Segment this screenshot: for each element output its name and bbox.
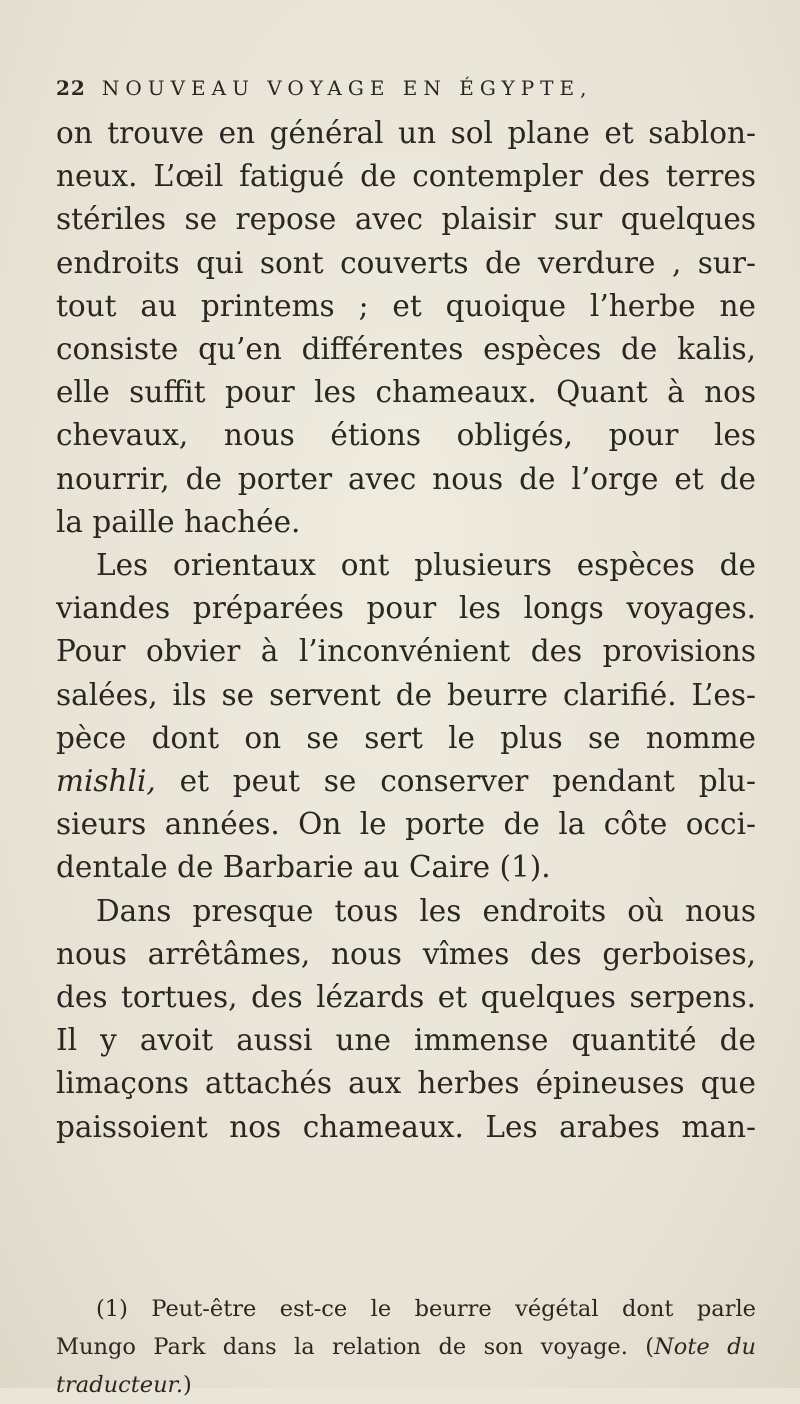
text-line: viandes préparées pour les longs voyages. [56,591,756,626]
text-line: consiste qu’en différentes espèces de kalis, [56,332,756,367]
footnote-text: Mungo Park dans la relation de son voyage. ( [56,1334,655,1360]
text-line: limaçons attachés aux herbes épineuses que [56,1066,756,1101]
footnote-italic: Note du [654,1334,757,1360]
text-line: salées, ils se servent de beurre clarifié. L’es- [56,677,756,712]
page-number: 22 [56,76,86,100]
footnote-line [56,1328,756,1366]
footnote-italic: traducteur. [56,1372,183,1398]
text-line: nourrir, de porter avec nous de l’orge et de [56,461,756,496]
footnote-line: (1) Peut-être est-ce le beurre végétal dont parle [96,1296,756,1322]
paragraph-start: Les orientaux ont plusieurs espèces de [96,548,756,583]
text-line: elle suffit pour les chameaux. Quant à nos [56,375,756,410]
paragraph-start: Dans presque tous les endroits où nous [96,893,756,928]
main-text [56,112,756,1149]
text-line: tout au printems ; et quoique l’herbe ne [56,288,756,323]
text-line: des tortues, des lézards et quelques serpens. [56,980,756,1015]
text-line: paissoient nos chameaux. Les arabes man- [56,1109,756,1144]
text-line: Il y avoit aussi une immense quantité de [56,1023,756,1058]
footnote [56,1290,756,1404]
footnote-close: ) [183,1372,192,1398]
text-line [56,760,756,803]
text-line: Pour obvier à l’inconvénient des provisions [56,634,756,669]
text-line: on trouve en général un sol plane et sablon- [56,116,756,150]
text-line: neux. L’œil fatigué de contempler des terres [56,159,756,194]
footnote-line [56,1366,756,1404]
text-line: stériles se repose avec plaisir sur quelques [56,202,756,237]
running-header [56,76,592,100]
text-line: nous arrêtâmes, nous vîmes des gerboises, [56,936,756,971]
italic-term: mishli, [56,764,156,799]
text-fragment: et peut se conserver pendant plu- [179,764,756,799]
text-line: pèce dont on se sert le plus se nomme [56,720,756,755]
text-line: chevaux, nous étions obligés, pour les [56,418,756,453]
running-title: NOUVEAU VOYAGE EN ÉGYPTE, [101,76,593,100]
text-line: la paille hachée. [56,504,301,539]
text-line: dentale de Barbarie au Caire (1). [56,850,551,885]
text-line: endroits qui sont couverts de verdure , sur- [56,245,756,280]
text-line: sieurs années. On le porte de la côte occi- [56,807,756,842]
